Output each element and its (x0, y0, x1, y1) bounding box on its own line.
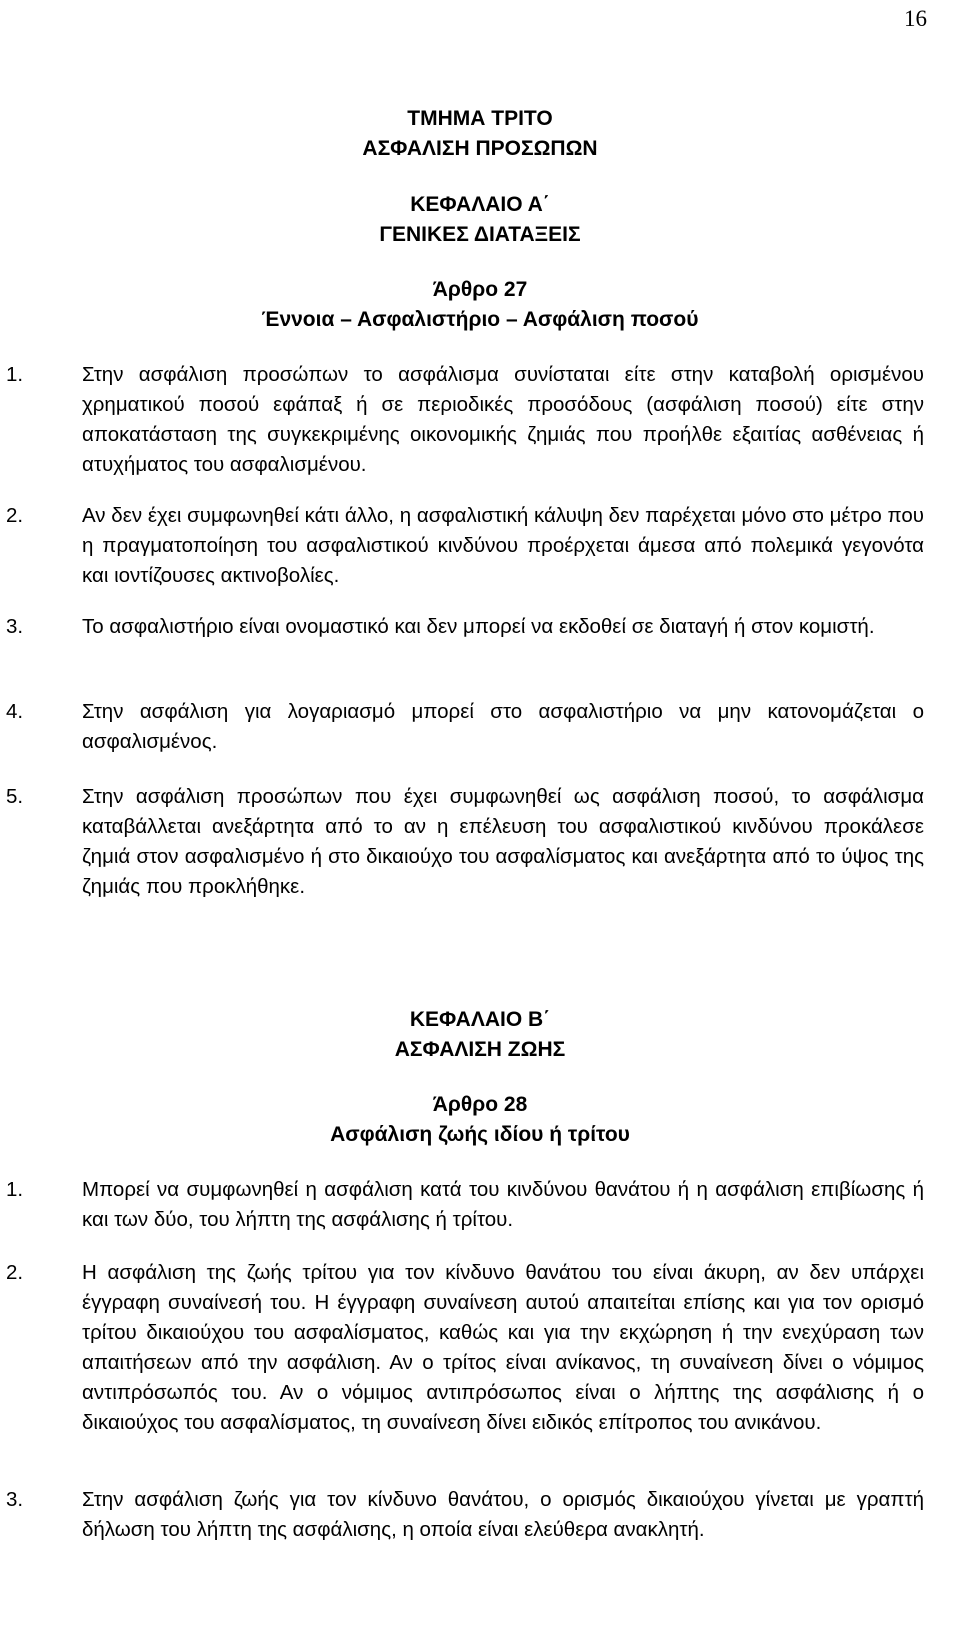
chapter-b-heading (0, 1005, 960, 1065)
paragraph-number: 5. (6, 785, 24, 808)
page-number: 16 (904, 6, 927, 31)
paragraph-text: Μπορεί να συμφωνηθεί η ασφάλιση κατά του κινδύνου θανάτου ή η ασφάλιση επιβίωσης ή και των δύο, του λήπτη της ασφάλισης ή τρίτου. (82, 1178, 924, 1231)
article-27-title: Άρθρο 27 (432, 278, 528, 301)
paragraph-number: 1. (6, 1178, 24, 1201)
article-28-heading (0, 1090, 960, 1150)
chapter-a-heading (0, 190, 960, 250)
paragraph-text: Στην ασφάλιση για λογαριασμό μπορεί στο ασφαλιστήριο να μην κατονομάζεται ο ασφαλισμένος. (82, 700, 924, 753)
paragraph-number: 2. (6, 504, 24, 527)
paragraph-number: 2. (6, 1261, 24, 1284)
article-28-title: Άρθρο 28 (432, 1093, 528, 1116)
paragraph-text: Το ασφαλιστήριο είναι ονομαστικό και δεν μπορεί να εκδοθεί σε διαταγή ή στον κομιστή. (82, 615, 875, 638)
article-27-heading (0, 275, 960, 335)
paragraph-number: 4. (6, 700, 24, 723)
paragraph-text: Αν δεν έχει συμφωνηθεί κάτι άλλο, η ασφαλιστική κάλυψη δεν παρέχεται μόνο στο μέτρο που η πραγματοποίηση του ασφαλιστικού κινδύνου προέρχεται άμεσα από πολεμικά γεγονότα και ιοντίζουσες ακτινοβολίες. (82, 504, 924, 587)
article-27-subtitle: Έννοια – Ασφαλιστήριο – Ασφάλιση ποσού (261, 308, 699, 331)
chapter-a-title: ΚΕΦΑΛΑΙΟ Α΄ (410, 193, 550, 216)
paragraph-number: 3. (6, 1488, 24, 1511)
article-28-subtitle: Ασφάλιση ζωής ιδίου ή τρίτου (330, 1123, 630, 1146)
paragraph-text: Στην ασφάλιση προσώπων που έχει συμφωνηθεί ως ασφάλιση ποσού, το ασφάλισμα καταβάλλεται ανεξάρτητα από το αν η επέλευση του ασφαλιστικού κινδύνου προκάλεσε ζημιά στον ασφαλισμένο ή στο δικαιούχο του ασφαλίσματος και ανεξάρτητα από το ύψος της ζημιάς που προκλήθηκε. (82, 785, 924, 898)
paragraph-text: Στην ασφάλιση ζωής για τον κίνδυνο θανάτου, ο ορισμός δικαιούχου γίνεται με γραπτή δήλωση του λήπτη της ασφάλισης, η οποία είναι ελεύθερα ανακλητή. (82, 1488, 924, 1541)
paragraph-text: Η ασφάλιση της ζωής τρίτου για τον κίνδυνο θανάτου του είναι άκυρη, αν δεν υπάρχει έγγραφη συναίνεσή του. Η έγγραφη συναίνεση αυτού απαιτείται επίσης και για τον ορισμό τρίτου δικαιούχου του ασφαλίσματος, καθώς και για την εκχώρηση ή την ενεχύραση των απαιτήσεων από την ασφάλιση. Αν ο τρίτος είναι ανίκανος, τη συναίνεση δίνει ο νόμιμος αντιπρόσωπός του. Αν ο νόμιμος αντιπρόσωπος είναι ο λήπτης της ασφάλισης ή ο δικαιούχος του ασφαλίσματος, τη συναίνεση δίνει ειδικός επίτροπος του ανικάνου. (82, 1261, 924, 1434)
part-title: ΤΜΗΜΑ ΤΡΙΤΟ (407, 107, 553, 130)
chapter-b-subtitle: ΑΣΦΑΛΙΣΗ ΖΩΗΣ (394, 1038, 566, 1061)
paragraph-number: 1. (6, 363, 24, 386)
part-subtitle: ΑΣΦΑΛΙΣΗ ΠΡΟΣΩΠΩΝ (362, 137, 598, 160)
part-heading (0, 104, 960, 164)
chapter-b-title: ΚΕΦΑΛΑΙΟ Β΄ (409, 1008, 551, 1031)
chapter-a-subtitle: ΓΕΝΙΚΕΣ ΔΙΑΤΑΞΕΙΣ (379, 223, 581, 246)
paragraph-text: Στην ασφάλιση προσώπων το ασφάλισμα συνίσταται είτε στην καταβολή ορισμένου χρηματικού ποσού εφάπαξ ή σε περιοδικές προσόδους (ασφάλιση ποσού) είτε στην αποκατάσταση της συγκεκριμένης οικονομικής ζημιάς που προήλθε εξαιτίας ασθένειας ή ατυχήματος του ασφαλισμένου. (82, 363, 924, 476)
paragraph-number: 3. (6, 615, 24, 638)
